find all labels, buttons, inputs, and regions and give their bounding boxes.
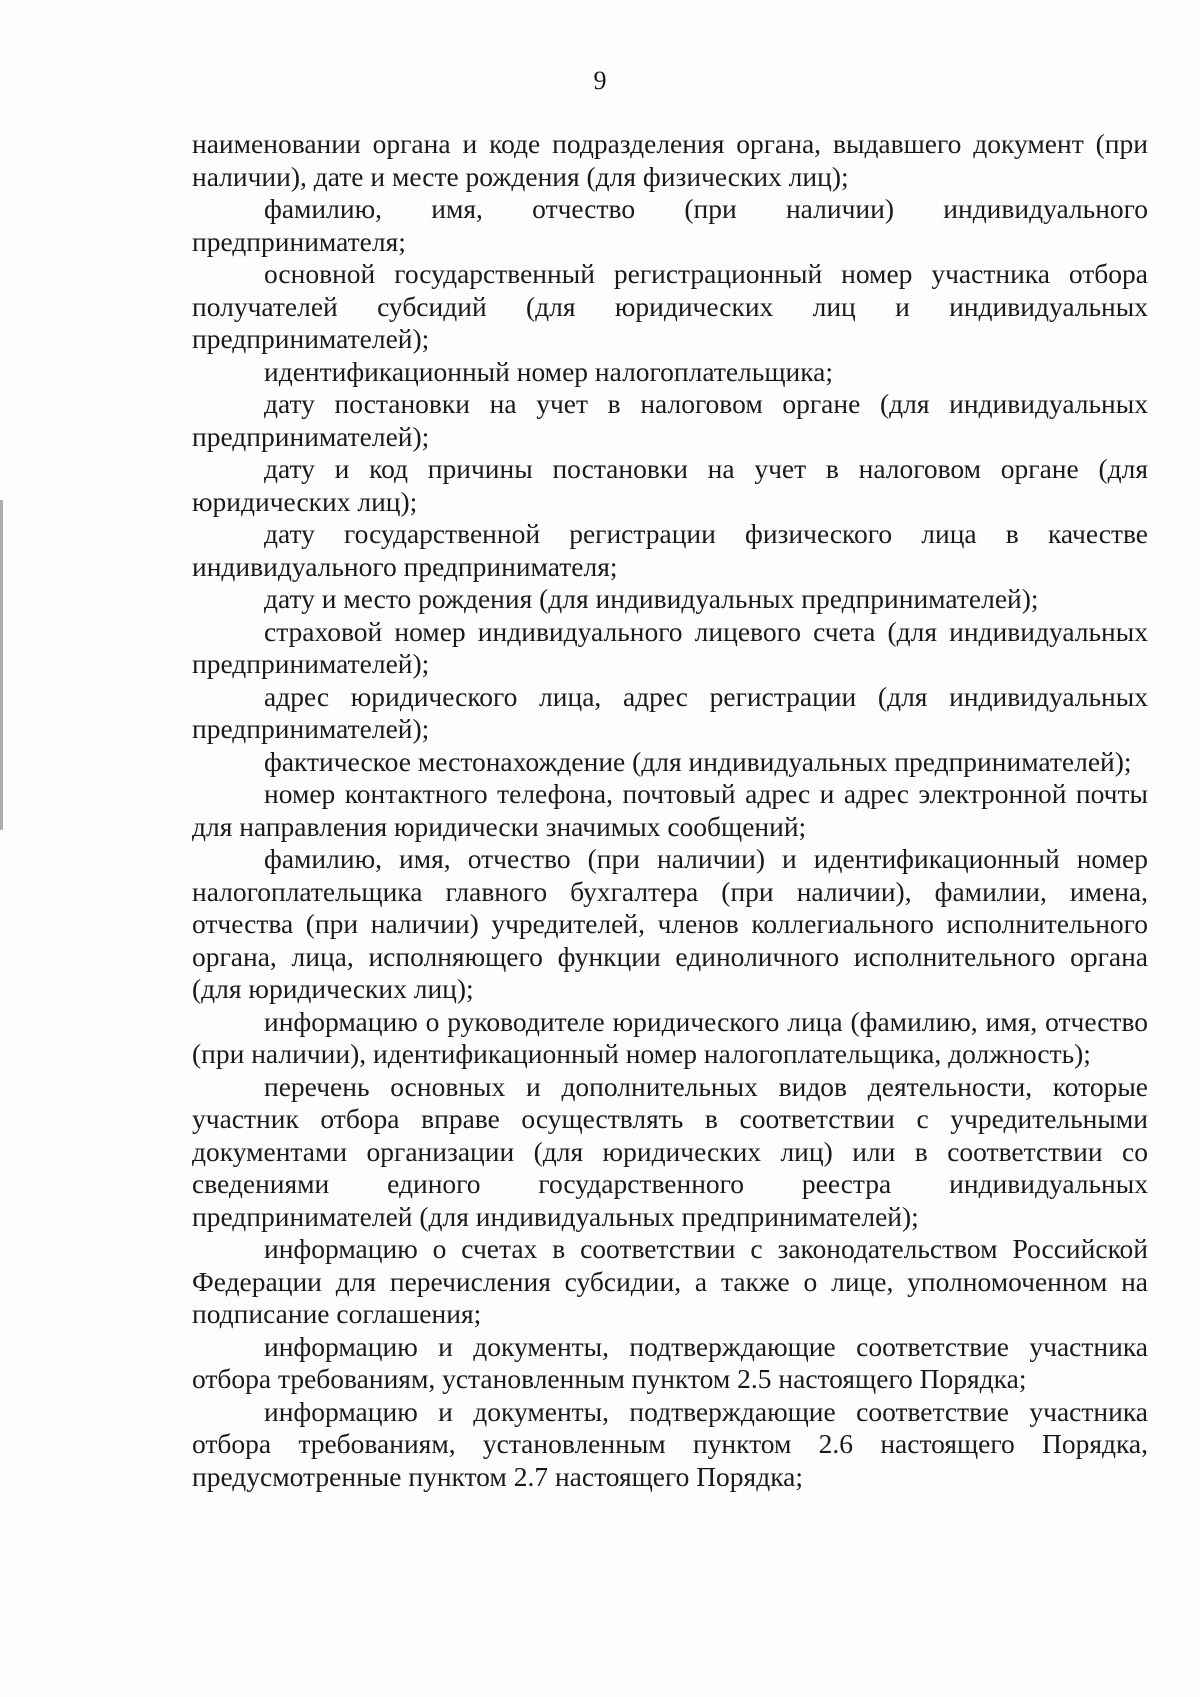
- paragraph: фамилию, имя, отчество (при наличии) индивидуального предпринимателя;: [192, 193, 1148, 257]
- paragraph: страховой номер индивидуального лицевого счета (для индивидуальных предпринимателей);: [192, 615, 1148, 679]
- paragraph: информацию о счетах в соответствии с законодательством Российской Федерации для перечисления субсидии, а также о лице, уполномоченном на подписание соглашения;: [192, 1233, 1148, 1329]
- paragraph: перечень основных и дополнительных видов деятельности, которые участник отбора вправе осуществлять в соответствии с учредительными документами организации (для юридических лиц) или в соответствии со сведениями единого государственного реестра индивидуальных предпринимателей (для индивидуальных предпринимателей);: [192, 1070, 1148, 1232]
- paragraph: дату и место рождения (для индивидуальных предпринимателей);: [264, 583, 1039, 614]
- paragraph: дату государственной регистрации физического лица в качестве индивидуального предпринимателя;: [192, 518, 1148, 582]
- paragraph: идентификационный номер налогоплательщика;: [264, 355, 834, 387]
- paragraph: информацию и документы, подтверждающие соответствие участника отбора требованиям, установленным пунктом 2.5 настоящего Порядка;: [192, 1330, 1148, 1394]
- paragraph: информацию о руководителе юридического лица (фамилию, имя, отчество (при наличии), идентификационный номер налогоплательщика, должность);: [192, 1005, 1148, 1069]
- scan-edge-mark: [0, 500, 3, 830]
- paragraph: дату постановки на учет в налоговом органе (для индивидуальных предпринимателей);: [192, 388, 1148, 452]
- paragraph: информацию и документы, подтверждающие соответствие участника отбора требованиям, установленным пунктом 2.6 настоящего Порядка, предусмотренные пунктом 2.7 настоящего Порядка;: [192, 1395, 1148, 1492]
- paragraph: фактическое местонахождение (для индивидуальных предпринимателей);: [264, 745, 1132, 777]
- paragraph: адрес юридического лица, адрес регистрации (для индивидуальных предпринимателей);: [192, 680, 1148, 744]
- page-number: 9: [593, 66, 607, 95]
- paragraph: номер контактного телефона, почтовый адрес и адрес электронной почты для направления юридически значимых сообщений;: [192, 778, 1148, 842]
- paragraph: дату и код причины постановки на учет в налоговом органе (для юридических лиц);: [192, 453, 1148, 517]
- paragraph: фамилию, имя, отчество (при наличии) и идентификационный номер налогоплательщика главного бухгалтера (при наличии), фамилии, имена, отчества (при наличии) учредителей, членов коллегиального исполнительного органа, лица, исполняющего функции единоличного исполнительного органа (для юридических лиц);: [192, 843, 1148, 1004]
- paragraph: основной государственный регистрационный номер участника отбора получателей субсидий (для юридических лиц и индивидуальных предпринимателей);: [192, 258, 1148, 354]
- document-body: [192, 128, 1148, 1493]
- paragraph: наименовании органа и коде подразделения органа, выдавшего документ (при наличии), дате и месте рождения (для физических лиц);: [192, 128, 1148, 192]
